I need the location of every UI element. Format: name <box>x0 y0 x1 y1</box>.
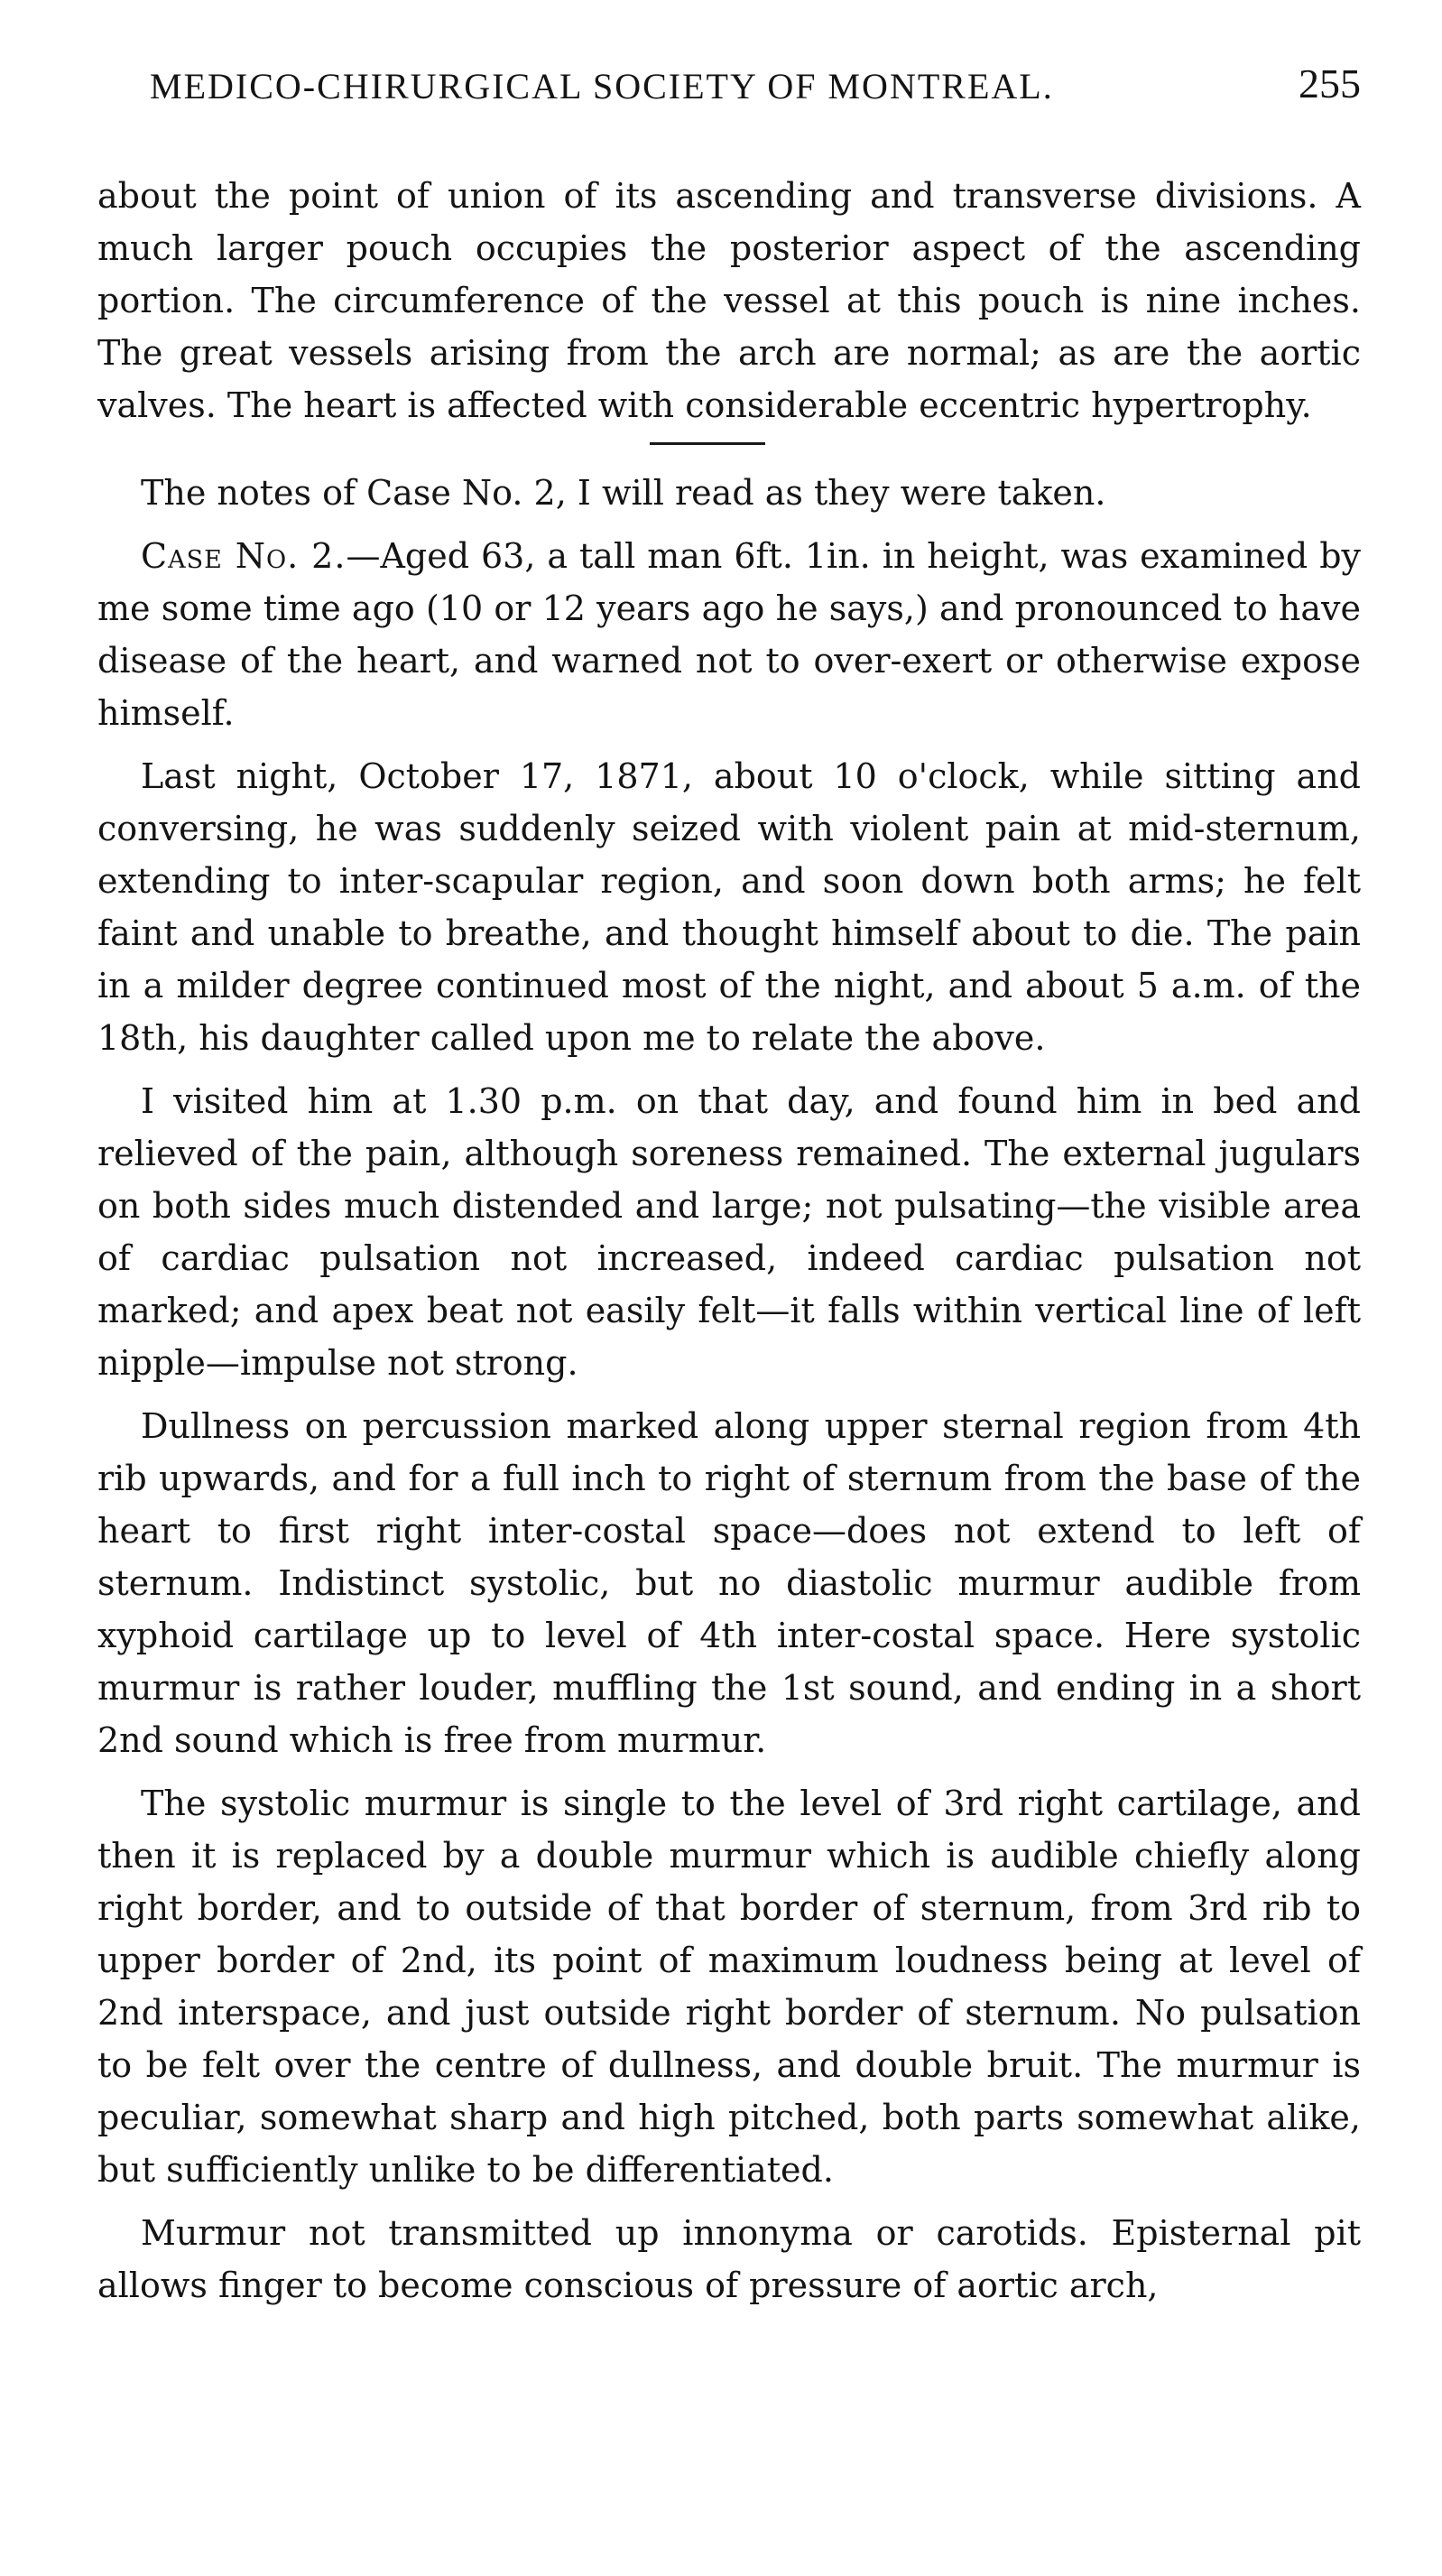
paragraph-4: Last night, October 17, 1871, about 10 o'clock, while sitting and conversing, he was suddenly seized with violent pain at mid-sternum, extending to inter-scapular region, and soon down both arms; he felt faint and unable to breathe, and thought himself about to die. The pain in a milder degree continued most of the night, and about 5 a.m. of the 18th, his daughter called upon me to relate the above. <box>97 756 1361 1058</box>
paragraph-8: Murmur not transmitted up innonyma or carotids. Episternal pit allows finger to become conscious of pressure of aortic arch, <box>97 2213 1361 2305</box>
paragraph-1: about the point of union of its ascending and transverse divisions. A much larger pouch occupies the posterior aspect of the ascending portion. The circumference of the vessel at this pouch is nine inches. The great vessels arising from the arch are normal; as are the aortic valves. The heart is affected with considerable eccentric hypertrophy. <box>97 176 1361 425</box>
paragraph-2: The notes of Case No. 2, I will read as they were taken. <box>141 473 1106 513</box>
running-title: MEDICO-CHIRURGICAL SOCIETY OF MONTREAL. <box>150 66 1054 107</box>
body-text <box>97 170 1361 2312</box>
paragraph-3-text: —Aged 63, a tall man 6ft. 1in. in height, was examined by me some time ago (10 or 12 years ago he says,) and pronounced to have disease of the heart, and warned not to over-exert or otherwise expose himself. <box>97 536 1361 733</box>
paragraph-5: I visited him at 1.30 p.m. on that day, and found him in bed and relieved of the pain, although soreness remained. The external jugulars on both sides much distended and large; not pulsating—the visible area of cardiac pulsation not increased, indeed cardiac pulsation not marked; and apex beat not easily felt—it falls within vertical line of left nipple—impulse not strong. <box>97 1081 1361 1383</box>
paragraph-3 <box>97 530 1361 739</box>
paragraph-7: The systolic murmur is single to the level of 3rd right cartilage, and then it is replaced by a double murmur which is audible chiefly along right border, and to outside of that border of sternum, from 3rd rib to upper border of 2nd, its point of maximum loudness being at level of 2nd interspace, and just outside right border of sternum. No pulsation to be felt over the centre of dullness, and double bruit. The murmur is peculiar, somewhat sharp and high pitched, both parts somewhat alike, but sufficiently unlike to be differentiated. <box>97 1784 1361 2190</box>
page <box>97 60 1361 2322</box>
page-number: 255 <box>1299 60 1361 107</box>
section-divider <box>650 442 765 445</box>
paragraph-6: Dullness on percussion marked along upper sternal region from 4th rib upwards, and for a full inch to right of sternum from the base of the heart to first right inter-costal space—does not extend to left of sternum. Indistinct systolic, but no diastolic murmur audible from xyphoid cartilage up to level of 4th inter-costal space. Here systolic murmur is rather louder, muffling the 1st sound, and ending in a short 2nd sound which is free from murmur. <box>97 1406 1361 1760</box>
case-label: Case No. 2. <box>141 536 347 576</box>
running-head <box>97 60 1361 128</box>
